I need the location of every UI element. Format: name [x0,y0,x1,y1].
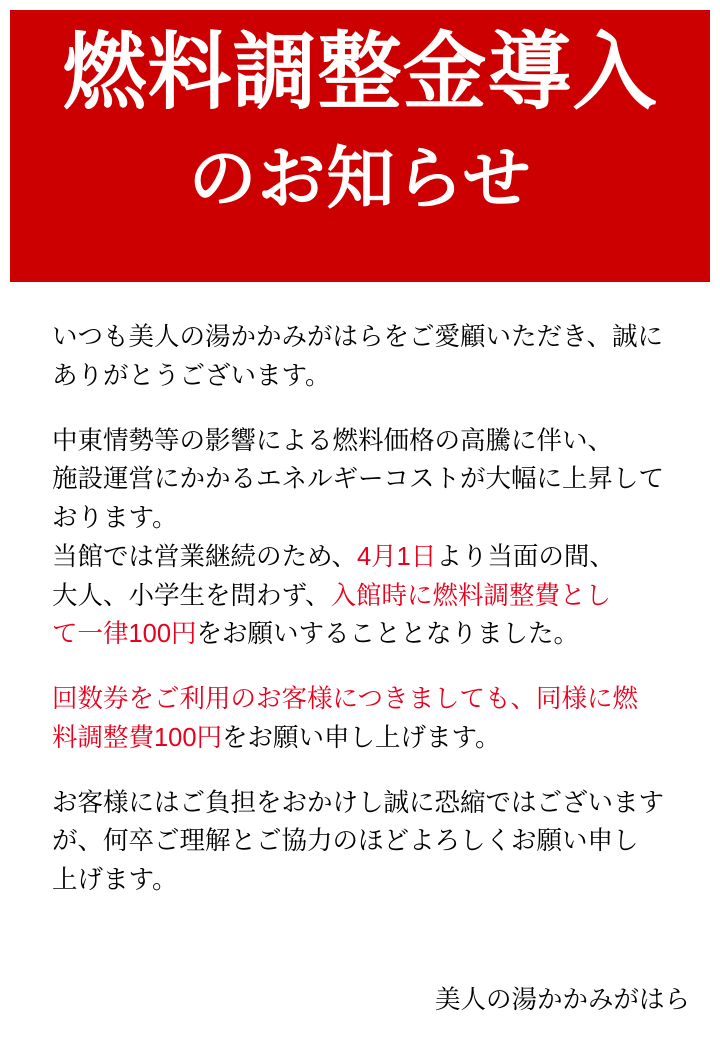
apology-line-1: お客様にはご負担をおかけし誠に恐縮ではございます [52,788,665,817]
surcharge-text-1: 当館では営業継続のため、 [52,542,357,571]
poster-title-main: 燃料調整金導入 [62,25,658,119]
greeting-line-2: ありがとうございます。 [52,361,331,390]
poster-body [10,282,710,900]
surcharge-text-2: より当面の間、 [436,542,615,571]
surcharge-text-3: 大人、小学生を問わず、 [52,581,331,610]
paragraph-apology [52,784,668,900]
reason-line-3: おります。 [52,504,178,532]
poster-title-sub: のお知らせ [188,140,532,217]
apology-line-3: 上げます。 [52,866,178,894]
poster-header [10,10,710,282]
reason-line-1: 中東情勢等の影響による燃料価格の高騰に伴い、 [52,426,614,455]
greeting-line-1: いつも美人の湯かかみがはらをご愛顧いただき、誠に [52,323,663,351]
signature: 美人の湯かかみがはら [434,986,690,1014]
paragraph-coupon [52,680,668,758]
surcharge-highlight-1: 入館時に燃料調整費とし [330,581,611,610]
paragraph-surcharge [52,538,668,654]
coupon-line-2-rest: をお願い申し上げます。 [222,723,501,752]
paragraph-greeting [52,318,668,396]
surcharge-amount: て一律100円 [52,620,197,649]
surcharge-date: 4月1日 [356,542,437,571]
paragraph-reason [52,422,668,538]
reason-line-2: 施設運営にかかるエネルギーコストが大幅に上昇して [52,465,665,494]
coupon-line-1: 回数券をご利用のお客様につきましても、同様に燃 [52,685,638,713]
apology-line-2: が、何卒ご理解とご協力のほどよろしくお願い申し [52,827,639,856]
surcharge-text-4: をお願いすることとなりました。 [196,620,580,649]
coupon-amount: 料調整費100円 [52,723,223,752]
